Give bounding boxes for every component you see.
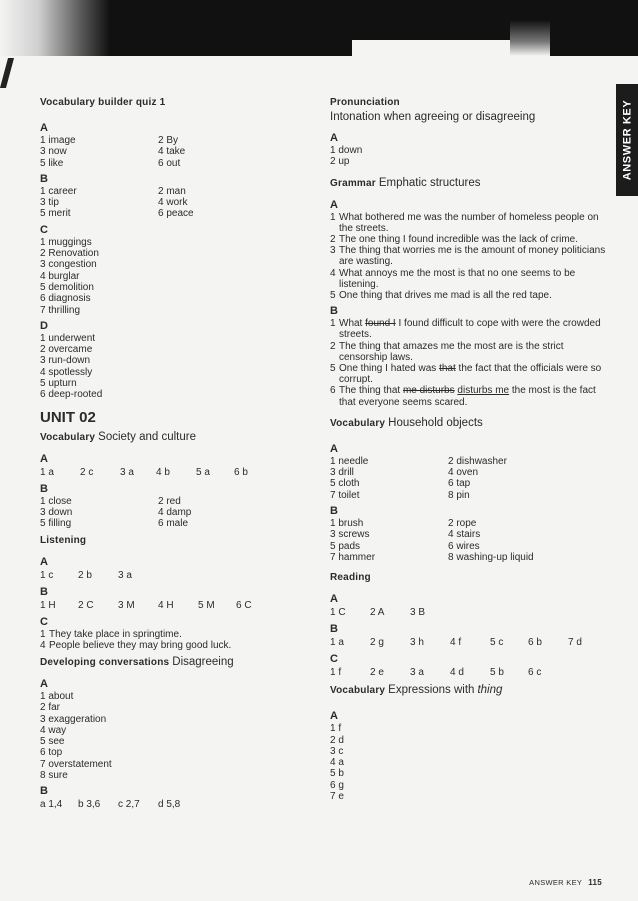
list-item: 2 By	[158, 135, 179, 146]
read-a-label: A	[330, 593, 338, 606]
list-item: 6 tap	[448, 478, 471, 490]
scan-shadow-gapfade	[510, 20, 550, 56]
list-item: 3 congestion	[40, 259, 97, 271]
quiz-a-label: A	[40, 122, 48, 134]
list-item: 8 pin	[448, 489, 470, 501]
right-column	[330, 96, 610, 802]
list-item: 5 demolition	[40, 281, 94, 293]
read-b-label: B	[330, 623, 338, 636]
list-item: 2 overcame	[40, 344, 93, 356]
struck-text: that	[439, 363, 456, 375]
list-item: 6 deep-rooted	[40, 389, 103, 401]
hh-b-label: B	[330, 505, 338, 518]
list-item: 2 dishwasher	[448, 455, 507, 467]
quiz-title: Vocabulary builder quiz 1	[40, 97, 166, 108]
list-item: 4 work	[158, 197, 188, 209]
list-item: 2 The thing that amazes me the most are is the strict censorship laws.	[330, 340, 564, 363]
list-item: 5 pads	[330, 540, 361, 552]
section-heading: Vocabulary Household objects	[330, 416, 483, 429]
section-heading: Listening	[40, 534, 87, 546]
list-item: 5 One thing I hated was that the fact that the officials were so corrupt.	[330, 363, 602, 386]
scan-shadow-fade	[0, 0, 110, 56]
list-item: 5 merit	[40, 208, 71, 220]
list-item: 1 close	[40, 495, 72, 507]
left-column	[40, 96, 310, 811]
list-item: 5 One thing that drives me mad is all the red tape.	[330, 290, 552, 302]
list-item: 1 down	[330, 145, 363, 156]
list-item: 6 The thing that me disturbs disturbs me the most is the fact that everyone seems scared.	[330, 385, 596, 408]
list-item: 6 male	[158, 518, 189, 530]
dev-b-label: B	[40, 785, 48, 798]
side-tab-label: ANSWER KEY	[621, 99, 633, 181]
list-item: 3 down	[40, 506, 73, 518]
list-item: 1 What bothered me was the number of homeless people on the streets.	[330, 211, 599, 234]
list-item: 4 way	[40, 724, 67, 736]
list-item: 1 about	[40, 690, 74, 702]
list-item: 3 now	[40, 146, 67, 158]
footer-label: ANSWER KEY	[529, 878, 583, 887]
hh-b-list	[330, 518, 610, 563]
quiz-d-list	[40, 333, 310, 401]
list-item: 3 drill	[330, 467, 354, 479]
quiz-c-label: C	[40, 223, 48, 236]
section-subheading: Intonation when agreeing or disagreeing	[330, 111, 536, 123]
list-item: 7 thrilling	[40, 304, 81, 316]
exp-a-list	[330, 723, 610, 802]
list-item: 1 image	[40, 135, 76, 146]
read-b-row: 1 a 2 g 3 h 4 f 5 c 6 b 7 d	[330, 637, 582, 649]
list-item: 2 up	[330, 156, 350, 168]
scan-edge-mark	[0, 58, 14, 88]
list-item: 1 f	[330, 723, 342, 735]
scan-top-shadow	[0, 0, 638, 56]
list-item: 4 a	[330, 757, 344, 769]
list-item: 1 What found I I found difficult to cope with were the crowded streets.	[330, 318, 601, 341]
list-item: 4 oven	[448, 467, 479, 479]
list-item: 2 red	[158, 495, 181, 507]
voc-a-row: 1 a 2 c 3 a 4 b 5 a 6 b	[40, 466, 248, 478]
dev-a-label: A	[40, 677, 48, 690]
gram-a-label: A	[330, 198, 338, 211]
list-item: 6 out	[158, 157, 181, 169]
list-item: 8 sure	[40, 770, 68, 782]
list-item: 5 b	[330, 768, 344, 780]
exp-a-label: A	[330, 710, 338, 723]
list-item: 4 stairs	[448, 529, 481, 541]
section-heading: Grammar Emphatic structures	[330, 176, 481, 189]
list-item: 6 g	[330, 779, 344, 791]
read-c-row: 1 f 2 e 3 a 4 d 5 b 6 c	[330, 667, 542, 679]
underlined-text: disturbs me	[457, 385, 510, 397]
list-item: 4 spotlessly	[40, 366, 93, 378]
list-item: 6 diagnosis	[40, 293, 91, 305]
hh-a-label: A	[330, 442, 338, 455]
list-item: 6 wires	[448, 540, 480, 552]
pron-a-label: A	[330, 132, 338, 144]
list-item: 4 burglar	[40, 270, 80, 282]
list-item: 5 cloth	[330, 478, 360, 490]
list-item: 8 washing-up liquid	[448, 551, 534, 563]
list-item: 2 man	[158, 185, 186, 197]
answer-key-side-tab	[616, 84, 638, 196]
voc-a-label: A	[40, 452, 48, 465]
list-item: 5 upturn	[40, 378, 77, 390]
list-item: 6 peace	[158, 208, 194, 220]
listen-b-label: B	[40, 585, 48, 598]
list-item: 1 muggings	[40, 236, 92, 248]
hh-a-list	[330, 456, 610, 501]
list-item: 3 c	[330, 745, 344, 757]
struck-text: found I	[365, 318, 396, 330]
list-item: 7 e	[330, 791, 344, 802]
list-item: 3 The thing that worries me is the amount of money politicians are wasting.	[330, 245, 606, 268]
list-item: 1 brush	[330, 518, 364, 530]
gram-b-label: B	[330, 305, 338, 318]
list-item: 2 rope	[448, 518, 477, 530]
list-item: 4 damp	[158, 506, 192, 518]
list-item: 7 overstatement	[40, 758, 112, 770]
unit-title: UNIT 02	[40, 408, 96, 426]
list-item: 2 far	[40, 702, 61, 714]
quiz-b-label: B	[40, 172, 48, 185]
section-heading: Pronunciation	[330, 97, 400, 108]
quiz-a-list	[40, 135, 310, 169]
list-item: 7 hammer	[330, 551, 376, 563]
list-item: 7 toilet	[330, 489, 360, 501]
list-item: 3 tip	[40, 197, 59, 209]
list-item: 2 The one thing I found incredible was the lack of crime.	[330, 234, 579, 245]
list-item: 5 filling	[40, 518, 72, 530]
list-item: 4 What annoys me the most is that no one seems to be listening.	[330, 267, 576, 290]
voc-b-list	[40, 496, 310, 530]
list-item: 3 run-down	[40, 355, 91, 367]
page-footer	[529, 878, 602, 887]
list-item: 4 take	[158, 146, 186, 158]
list-item: 1 needle	[330, 455, 369, 467]
list-item: 2 d	[330, 734, 344, 746]
section-heading: Vocabulary Expressions with thing	[330, 684, 503, 697]
dev-b-row: a 1,4 b 3,6 c 2,7 d 5,8	[40, 799, 181, 811]
struck-text: me disturbs	[402, 385, 455, 397]
quiz-c-list	[40, 237, 310, 316]
list-item: 5 see	[40, 736, 65, 748]
list-item: 1 They take place in springtime.	[40, 628, 182, 640]
listen-b-row: 1 H 2 C 3 M 4 H 5 M 6 C	[40, 599, 252, 611]
section-heading: Developing conversations Disagreeing	[40, 655, 234, 668]
section-heading: Vocabulary Society and culture	[40, 430, 196, 443]
quiz-b-list	[40, 186, 310, 220]
list-item: 6 top	[40, 747, 63, 759]
quiz-d-label: D	[40, 319, 48, 332]
dev-a-list	[40, 691, 310, 781]
list-item: 5 like	[40, 157, 64, 169]
list-item: 1 underwent	[40, 332, 96, 344]
list-item: 3 screws	[330, 529, 370, 541]
read-c-label: C	[330, 653, 338, 666]
voc-b-label: B	[40, 482, 48, 495]
listen-a-row: 1 c 2 b 3 a	[40, 569, 132, 581]
list-item: 3 exaggeration	[40, 713, 107, 725]
list-item: 1 career	[40, 185, 77, 197]
read-a-row: 1 C 2 A 3 B	[330, 607, 426, 619]
list-item: 2 Renovation	[40, 248, 99, 260]
listen-a-label: A	[40, 555, 48, 568]
listen-c-label: C	[40, 615, 48, 628]
page-number: 115	[588, 878, 602, 887]
list-item: 4 People believe they may bring good luck.	[40, 639, 232, 651]
section-heading: Reading	[330, 572, 371, 584]
